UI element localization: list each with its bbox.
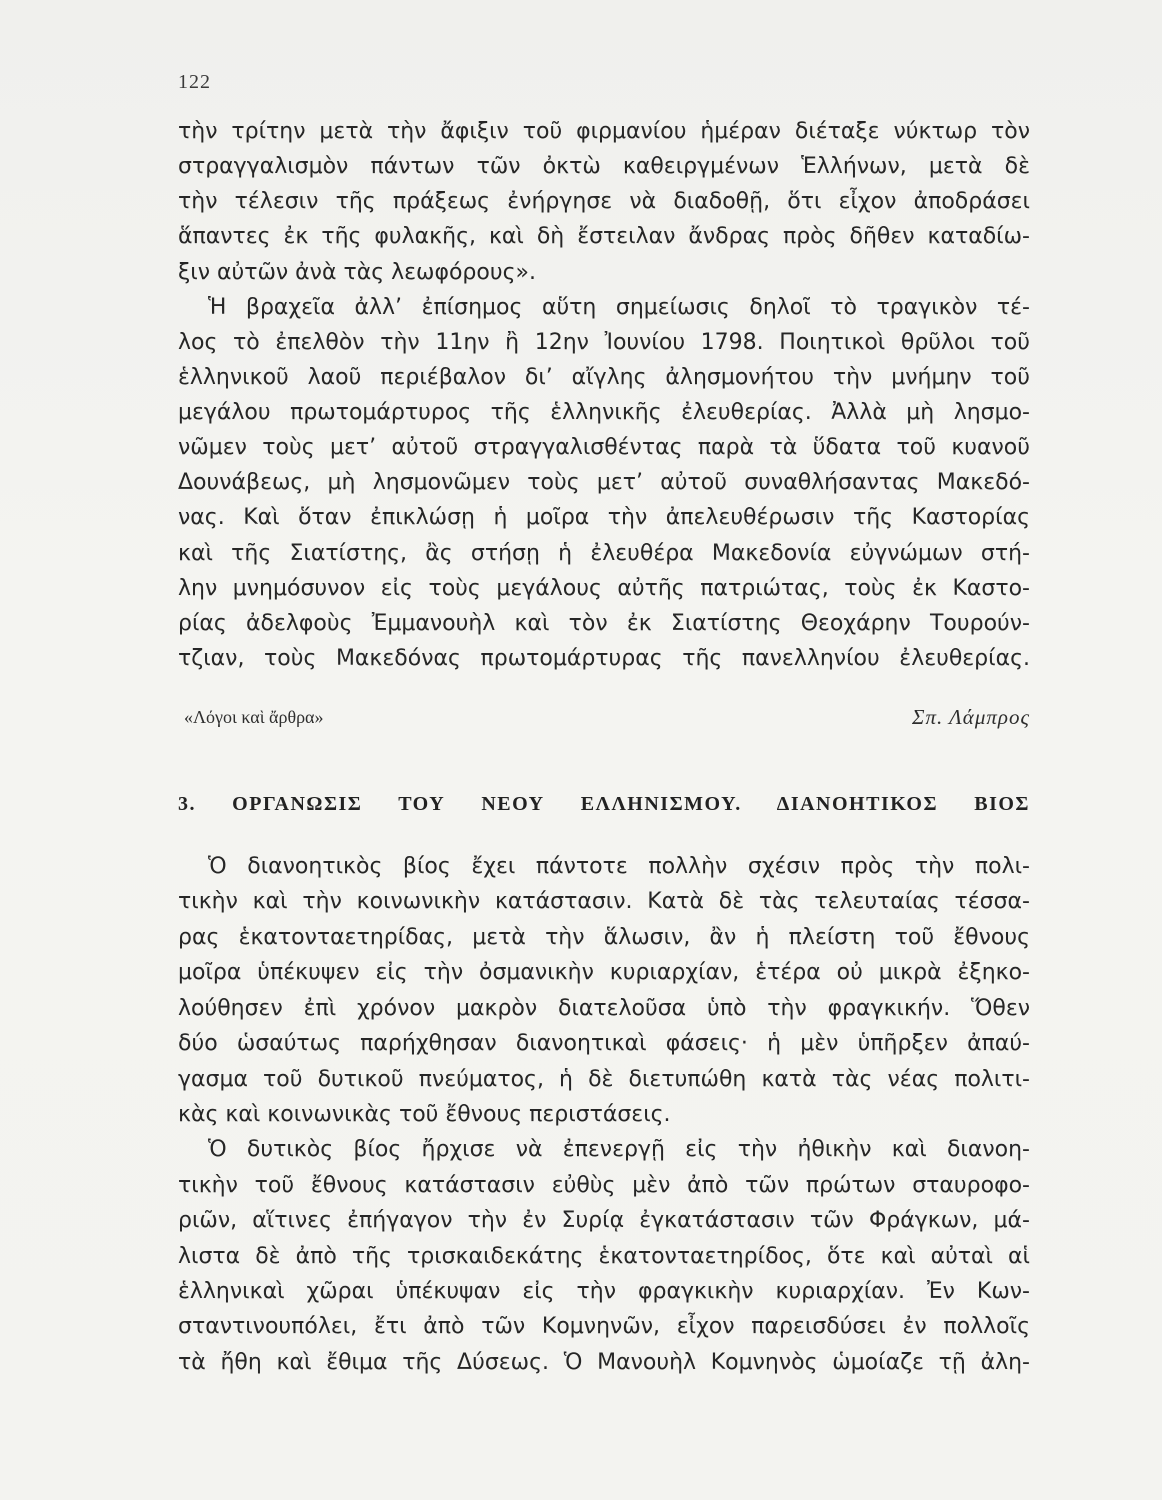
paragraph (178, 849, 1030, 1132)
text-line: δύο ὡσαύτως παρήχθησαν διανοητικαὶ φάσεις· ἡ μὲν ὑπῆρξεν ἀπαύ- (178, 1031, 1030, 1057)
text-line: ρας ἑκατονταετηρίδας, μετὰ τὴν ἅλωσιν, ἂν ἡ πλείστη τοῦ ἔθνους (178, 924, 1030, 950)
citation (184, 704, 1030, 730)
text-line: Δουνάβεως, μὴ λησμονῶμεν τοὺς μετ’ αὐτοῦ συναθλήσαντας Μακεδό- (178, 470, 1030, 496)
text-line: λιστα δὲ ἀπὸ τῆς τρισκαιδεκάτης ἑκατονταετηρίδος, ὅτε καὶ αὐταὶ αἱ (178, 1243, 1030, 1269)
text-line: ἑλληνικαὶ χῶραι ὑπέκυψαν εἰς τὴν φραγκικὴν κυριαρχίαν. Ἐν Κων- (178, 1279, 1030, 1305)
text-line: στραγγαλισμὸν πάντων τῶν ὀκτὼ καθειργμένων Ἑλλήνων, μετὰ δὲ (178, 154, 1030, 180)
text-line: λος τὸ ἐπελθὸν τὴν 11ην ἢ 12ην Ἰουνίου 1798. Ποιητικοὶ θρῦλοι τοῦ (178, 329, 1030, 355)
text-block-quote (178, 114, 1030, 676)
text-line: λούθησεν ἐπὶ χρόνον μακρὸν διατελοῦσα ὑπὸ τὴν φραγκικήν. Ὅθεν (178, 995, 1030, 1021)
page-number: 122 (178, 71, 211, 93)
text-line: τικὴν τοῦ ἔθνους κατάστασιν εὐθὺς μὲν ἀπὸ τῶν πρώτων σταυροφο- (178, 1172, 1030, 1198)
text-line: γασμα τοῦ δυτικοῦ πνεύματος, ἡ δὲ διετυπώθη κατὰ τὰς νέας πολιτι- (178, 1066, 1030, 1092)
text-line: τικὴν καὶ τὴν κοινωνικὴν κατάστασιν. Κατὰ δὲ τὰς τελευταίας τέσσα- (178, 889, 1030, 915)
text-line: ρίας ἀδελφοὺς Ἐμμανουὴλ καὶ τὸν ἐκ Σιατίστης Θεοχάρην Τουρούν- (178, 610, 1030, 636)
paragraph (178, 1132, 1030, 1380)
text-line: ξιν αὐτῶν ἀνὰ τὰς λεωφόρους». (178, 259, 536, 285)
text-line: τὰ ἤθη καὶ ἔθιμα τῆς Δύσεως. Ὁ Μανουὴλ Κομνηνὸς ὡμοίαζε τῇ ἀλη- (178, 1349, 1030, 1375)
text-block-section (178, 849, 1030, 1380)
text-line: ἅπαντες ἐκ τῆς φυλακῆς, καὶ δὴ ἔστειλαν ἄνδρας πρὸς δῆθεν καταδίω- (178, 224, 1030, 250)
text-line: καὶ τῆς Σιατίστης, ἂς στήσῃ ἡ ἐλευθέρα Μακεδονία εὐγνώμων στή- (178, 540, 1030, 566)
text-line: λην μνημόσυνον εἰς τοὺς μεγάλους αὐτῆς πατριώτας, τοὺς ἐκ Καστο- (178, 575, 1030, 601)
text-line: Ἡ βραχεῖα ἀλλ’ ἐπίσημος αὕτη σημείωσις δηλοῖ τὸ τραγικὸν τέ- (208, 294, 1030, 320)
text-line: νῶμεν τοὺς μετ’ αὐτοῦ στραγγαλισθέντας παρὰ τὰ ὕδατα τοῦ κυανοῦ (178, 435, 1030, 461)
text-line: ριῶν, αἵτινες ἐπήγαγον τὴν ἐν Συρίᾳ ἐγκατάστασιν τῶν Φράγκων, μά- (178, 1208, 1030, 1234)
paragraph (178, 290, 1030, 676)
text-line: μεγάλου πρωτομάρτυρος τῆς ἑλληνικῆς ἐλευθερίας. Ἀλλὰ μὴ λησμο- (178, 400, 1030, 425)
paragraph (178, 114, 1030, 290)
text-line: κὰς καὶ κοινωνικὰς τοῦ ἔθνους περιστάσεις. (178, 1101, 671, 1127)
text-line: τζιαν, τοὺς Μακεδόνας πρωτομάρτυρας τῆς πανελληνίου ἐλευθερίας. (178, 645, 1030, 671)
text-line: νας. Καὶ ὅταν ἐπικλώσῃ ἡ μοῖρα τὴν ἀπελευθέρωσιν τῆς Καστορίας (178, 505, 1030, 531)
text-line: Ὁ διανοητικὸς βίος ἔχει πάντοτε πολλὴν σχέσιν πρὸς τὴν πολι- (208, 854, 1030, 879)
section-heading: 3. ΟΡΓΑΝΩΣΙΣ ΤΟΥ ΝΕΟΥ ΕΛΛΗΝΙΣΜΟΥ. ΔΙΑΝΟΗΤΙΚΟΣ ΒΙΟΣ (178, 793, 1030, 815)
citation-source: «Λόγοι καὶ ἄρθρα» (184, 706, 324, 727)
text-line: Ὁ δυτικὸς βίος ἤρχισε νὰ ἐπενεργῇ εἰς τὴν ἠθικὴν καὶ διανοη- (208, 1137, 1030, 1163)
citation-author: Σπ. Λάμπρος (912, 704, 1030, 729)
text-line: τὴν τέλεσιν τῆς πράξεως ἐνήργησε νὰ διαδοθῇ, ὅτι εἶχον ἀποδράσει (178, 189, 1030, 215)
text-line: σταντινουπόλει, ἔτι ἀπὸ τῶν Κομνηνῶν, εἶχον παρεισδύσει ἐν πολλοῖς (178, 1314, 1030, 1340)
text-line: τὴν τρίτην μετὰ τὴν ἄφιξιν τοῦ φιρμανίου ἡμέραν διέταξε νύκτωρ τὸν (178, 119, 1030, 144)
text-line: μοῖρα ὑπέκυψεν εἰς τὴν ὀσμανικὴν κυριαρχίαν, ἑτέρα οὐ μικρὰ ἐξηκο- (178, 960, 1030, 986)
text-line: ἑλληνικοῦ λαοῦ περιέβαλον δι’ αἴγλης ἀλησμονήτου τὴν μνήμην τοῦ (178, 364, 1030, 390)
